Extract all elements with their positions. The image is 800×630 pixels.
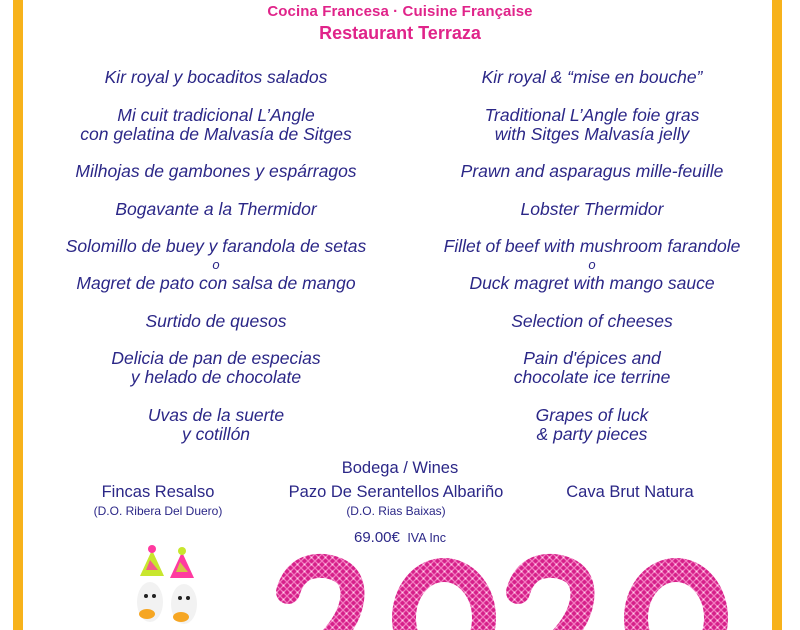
restaurant-title: Restaurant Terraza (319, 23, 481, 43)
menu-item-text: & party pieces (536, 423, 648, 444)
menu-item-text: Solomillo de buey y farandola de setas (65, 236, 367, 256)
menu-item (6, 312, 426, 331)
menu-item (6, 200, 426, 219)
menu-item (6, 68, 426, 87)
menu-item (382, 68, 800, 87)
price-tax-note: IVA Inc (407, 531, 447, 545)
wines-heading: Bodega / Wines (341, 459, 459, 477)
menu-item (6, 406, 426, 444)
menu-item (6, 162, 426, 181)
menu-item-text: Grapes of luck (535, 404, 649, 425)
menu-item-text: Milhojas de gambones y espárragos (75, 161, 357, 181)
menu-item (382, 406, 800, 444)
menu-item (6, 237, 426, 293)
menu-item-text: Kir royal y bocaditos salados (104, 67, 328, 87)
menu-item-alternative-text: Magret de pato con salsa de mango (76, 273, 356, 293)
menu-item-text: Selection of cheeses (511, 310, 673, 331)
menu-item (6, 106, 426, 144)
menu-item-text: with Sitges Malvasía jelly (494, 123, 690, 144)
menu-item (382, 162, 800, 181)
menu-item-text: Kir royal & “mise en bouche” (481, 67, 703, 87)
menu-item-text: Prawn and asparagus mille-feuille (460, 161, 724, 181)
menu-item-alternative-text: Duck magret with mango sauce (469, 273, 715, 293)
menu-item-or: o (588, 257, 596, 272)
menu-item (382, 106, 800, 144)
menu-item-text: Bogavante a la Thermidor (115, 198, 317, 219)
menu-item-text: con gelatina de Malvasía de Sitges (80, 123, 352, 144)
cuisine-subtitle: Cocina Francesa · Cuisine Française (267, 3, 533, 20)
menu-item-text: y helado de chocolate (130, 367, 302, 387)
menu-item (382, 200, 800, 219)
menu-item-text: chocolate ice terrine (513, 367, 671, 387)
menu-item-text: Uvas de la suerte (147, 404, 285, 425)
menu-item-text: Delicia de pan de especias (111, 348, 321, 368)
wine-item-2 (256, 483, 536, 518)
wine-item-1 (58, 483, 258, 518)
wine-item-3 (530, 483, 730, 502)
menu-item-text: Mi cuit tradicional L’Angle (117, 104, 315, 125)
wine-name: Cava Brut Natura (566, 483, 694, 501)
wine-origin: (D.O. Ribera Del Duero) (93, 504, 223, 518)
menu-item-text: y cotillón (181, 423, 251, 444)
menu-item-text: Lobster Thermidor (520, 198, 664, 219)
menu-item (6, 349, 426, 387)
spanish-menu-column (6, 68, 426, 462)
menu-item-text: Traditional L’Angle foie gras (484, 104, 700, 125)
menu-item-text: Pain d'épices and (523, 348, 661, 368)
menu-item (382, 312, 800, 331)
english-menu-column (382, 68, 800, 462)
wine-origin: (D.O. Rias Baixas) (346, 504, 446, 518)
wine-name: Pazo De Serantellos Albariño (288, 483, 504, 501)
year-2020-tinsel-icon (288, 566, 716, 630)
party-ducks-icon (137, 545, 197, 624)
menu-item-or: o (212, 257, 220, 272)
menu-item (382, 349, 800, 387)
menu-item-text: Fillet of beef with mushroom farandole (443, 236, 741, 256)
price-amount: 69.00€ (353, 529, 400, 546)
new-year-decoration (0, 540, 800, 630)
wine-name: Fincas Resalso (101, 483, 215, 501)
menu-item-text: Surtido de quesos (145, 310, 287, 331)
menu-header (0, 3, 800, 44)
menu-item (382, 237, 800, 293)
